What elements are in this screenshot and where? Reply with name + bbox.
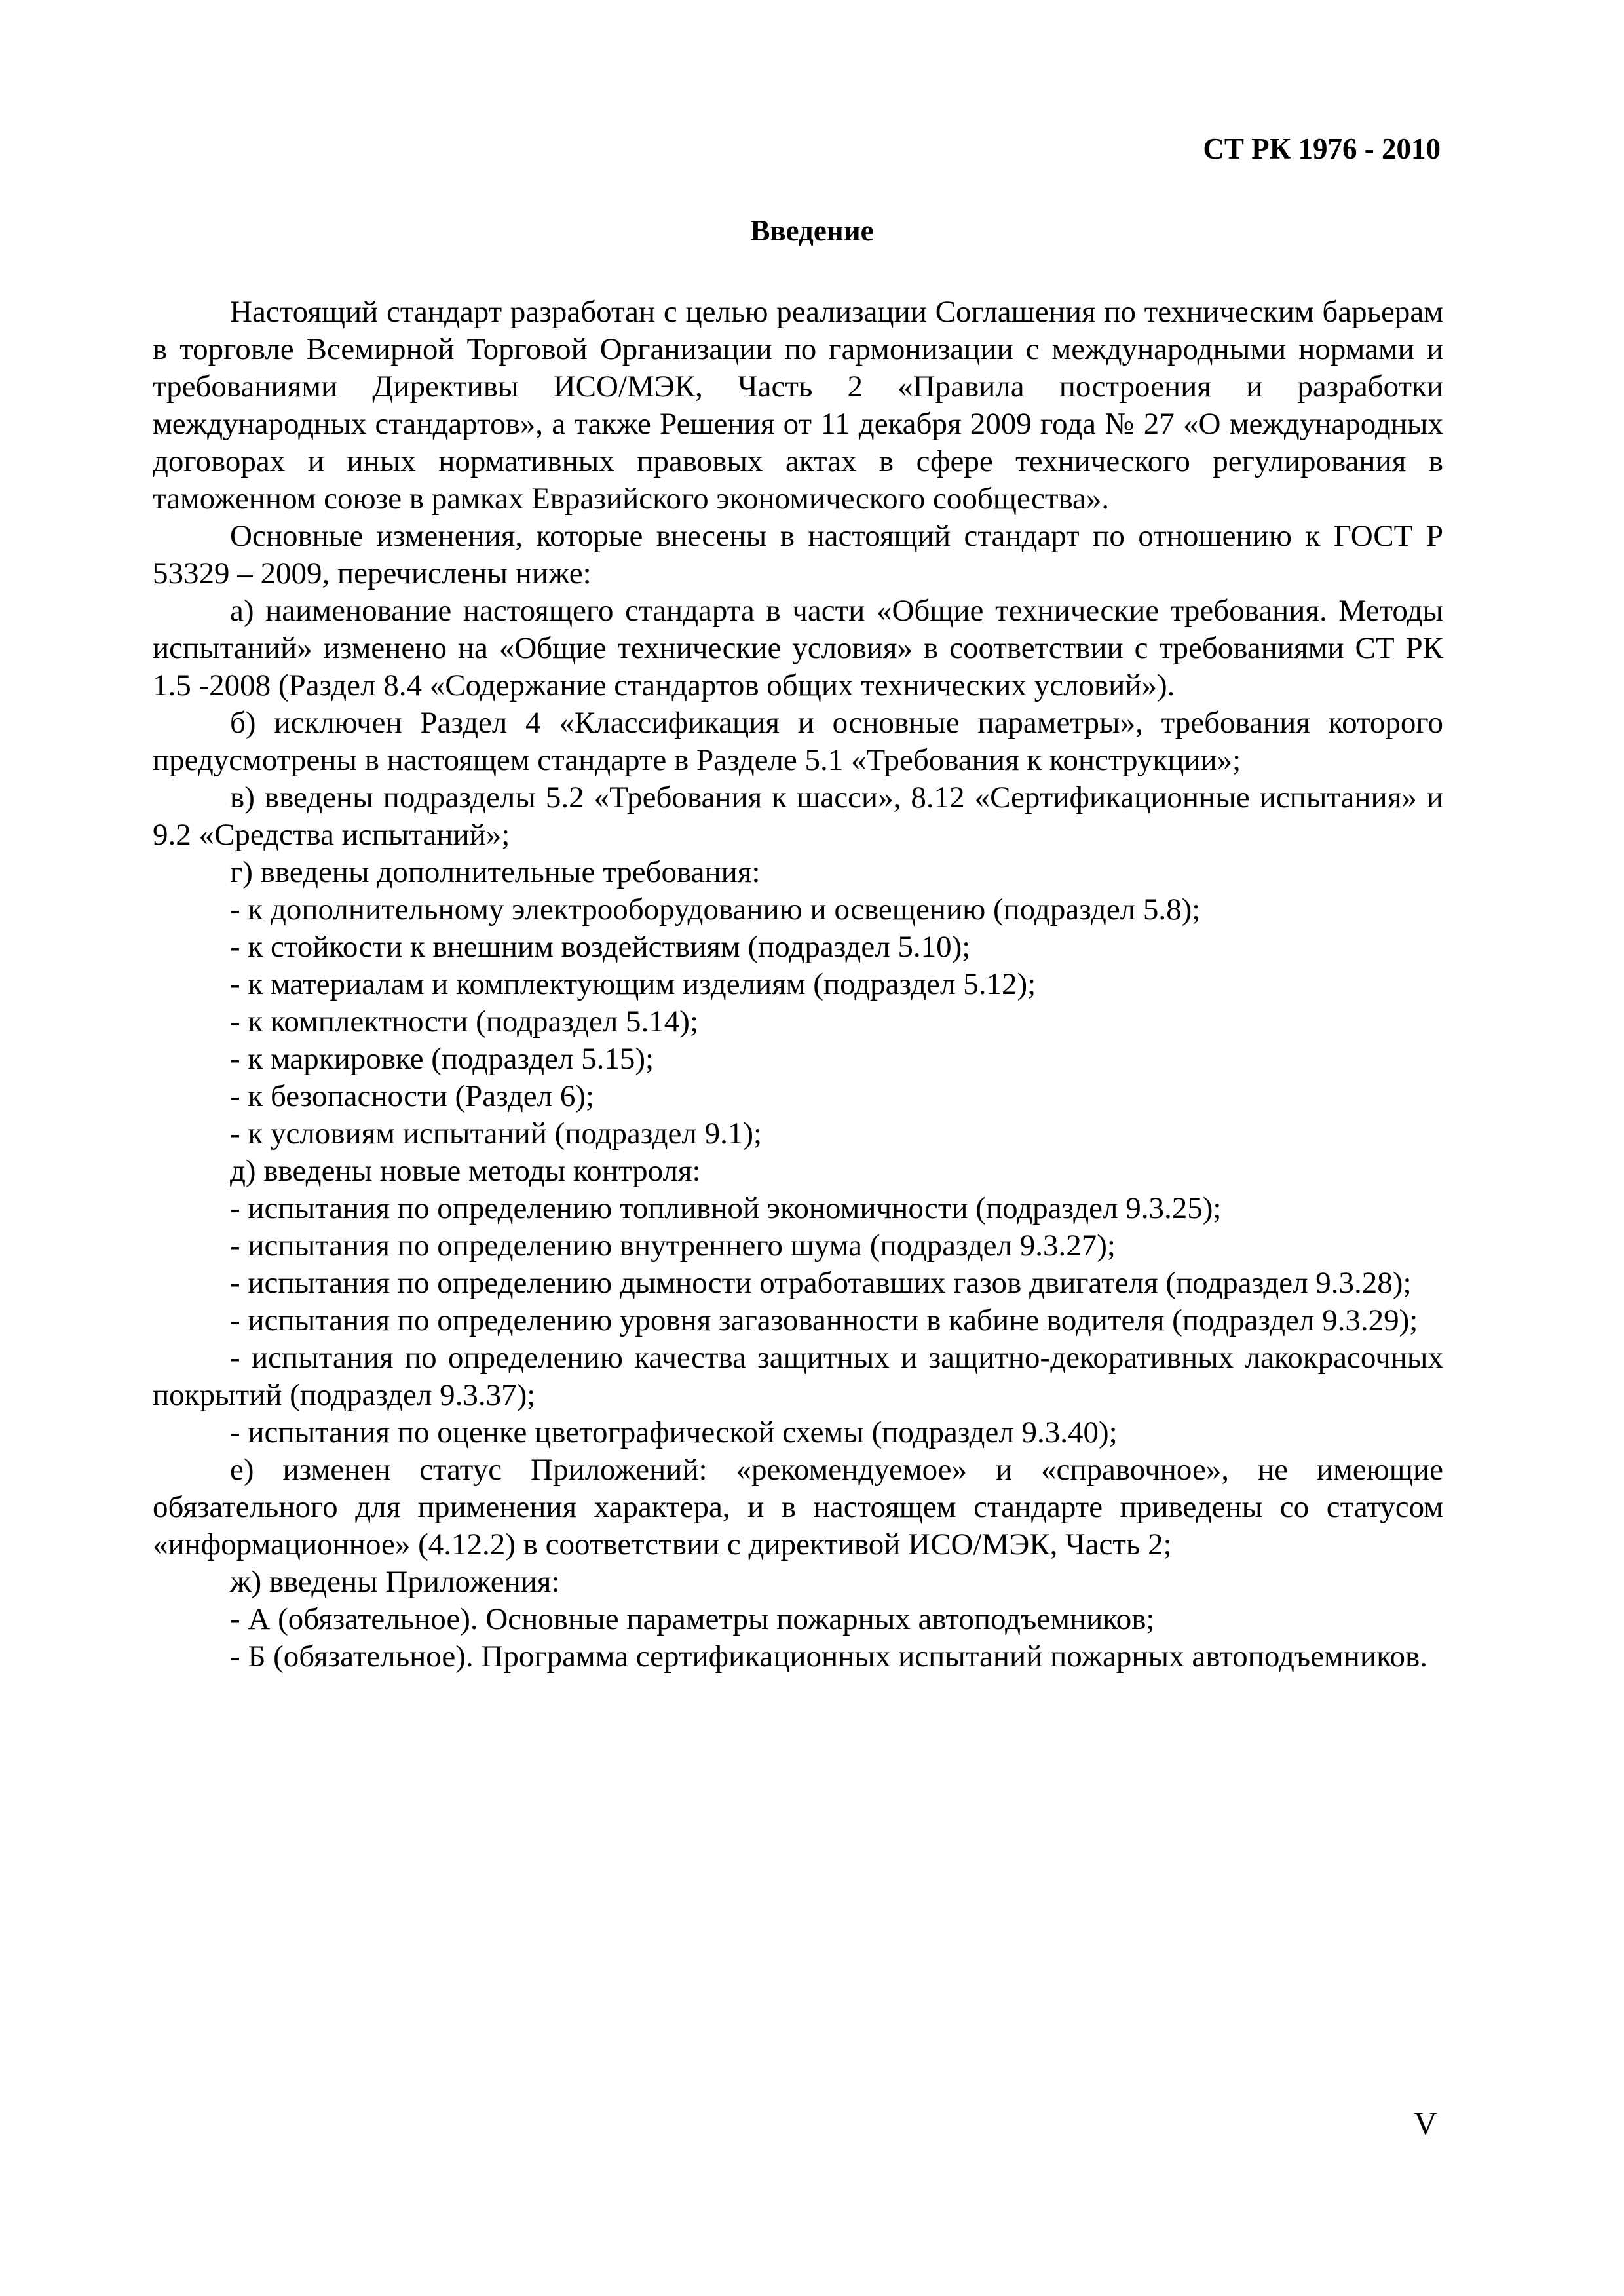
list-item: г) введены дополнительные требования: bbox=[230, 855, 761, 889]
sub-list-item: - испытания по оценке цветографической схемы (подраздел 9.3.40); bbox=[230, 1415, 1118, 1449]
sub-list-item: - испытания по определению внутреннего шума (подраздел 9.3.27); bbox=[230, 1229, 1116, 1263]
list-item: д) введены новые методы контроля: bbox=[230, 1154, 701, 1188]
sub-list-item: - Б (обязательное). Программа сертификационных испытаний пожарных автоподъемников. bbox=[230, 1639, 1427, 1674]
sub-list-item: - испытания по определению уровня загазованности в кабине водителя (подраздел 9.3.29); bbox=[230, 1303, 1418, 1337]
paragraph: Основные изменения, которые внесены в настоящий стандарт по отношению к ГОСТ Р 53329 – 2009, перечислены ниже: bbox=[153, 519, 1443, 590]
sub-list-item: - испытания по определению качества защитных и защитно-декоративных лакокрасочных покрытий (подраздел 9.3.37); bbox=[153, 1341, 1443, 1412]
list-item: е) изменен статус Приложений: «рекомендуемое» и «справочное», не имеющие обязательного для применения характера, и в настоящем стандарте приведены со статусом «информационное» (4.12.2) в соответствии с директивой ИСО/МЭК, Часть 2; bbox=[153, 1453, 1443, 1561]
list-item: а) наименование настоящего стандарта в части «Общие технические требования. Методы испытаний» изменено на «Общие технические условия» в соответствии с требованиями СТ РК 1.5 -2008 (Раздел 8.4 «Содержание стандартов общих технических условий»). bbox=[153, 594, 1443, 702]
sub-list-item: - к дополнительному электрооборудованию и освещению (подраздел 5.8); bbox=[230, 892, 1201, 927]
list-item: ж) введены Приложения: bbox=[230, 1565, 560, 1599]
sub-list-item: - А (обязательное). Основные параметры пожарных автоподъемников; bbox=[230, 1602, 1155, 1636]
sub-list-item: - к стойкости к внешним воздействиям (подраздел 5.10); bbox=[230, 930, 971, 964]
standard-code: СТ РК 1976 - 2010 bbox=[1203, 132, 1441, 165]
sub-list-item: - к материалам и комплектующим изделиям (подраздел 5.12); bbox=[230, 967, 1036, 1001]
list-item: б) исключен Раздел 4 «Классификация и основные параметры», требования которого предусмотрены в настоящем стандарте в Разделе 5.1 «Требования к конструкции»; bbox=[153, 706, 1443, 777]
list-item: в) введены подразделы 5.2 «Требования к шасси», 8.12 «Сертификационные испытания» и 9.2 «Средства испытаний»; bbox=[153, 780, 1443, 852]
sub-list-item: - к комплектности (подраздел 5.14); bbox=[230, 1004, 699, 1039]
section-title: Введение bbox=[750, 214, 874, 247]
page-number: V bbox=[1413, 2105, 1437, 2141]
paragraph: Настоящий стандарт разработан с целью реализации Соглашения по техническим барьерам в торговле Всемирной Торговой Организации по гармонизации с международными нормами и требованиями Директивы ИСО/МЭК, Часть 2 «Правила построения и разработки международных стандартов», а также Решения от 11 декабря 2009 года № 27 «О международных договорах и иных нормативных правовых актах в сфере технического регулирования в таможенном союзе в рамках Евразийского экономического сообщества». bbox=[153, 295, 1443, 516]
sub-list-item: - к условиям испытаний (подраздел 9.1); bbox=[230, 1117, 763, 1151]
sub-list-item: - испытания по определению топливной экономичности (подраздел 9.3.25); bbox=[230, 1191, 1222, 1225]
sub-list-item: - испытания по определению дымности отработавших газов двигателя (подраздел 9.3.28); bbox=[230, 1266, 1412, 1300]
sub-list-item: - к безопасности (Раздел 6); bbox=[230, 1079, 595, 1113]
body-text bbox=[153, 294, 1443, 1675]
sub-list-item: - к маркировке (подраздел 5.15); bbox=[230, 1042, 654, 1076]
